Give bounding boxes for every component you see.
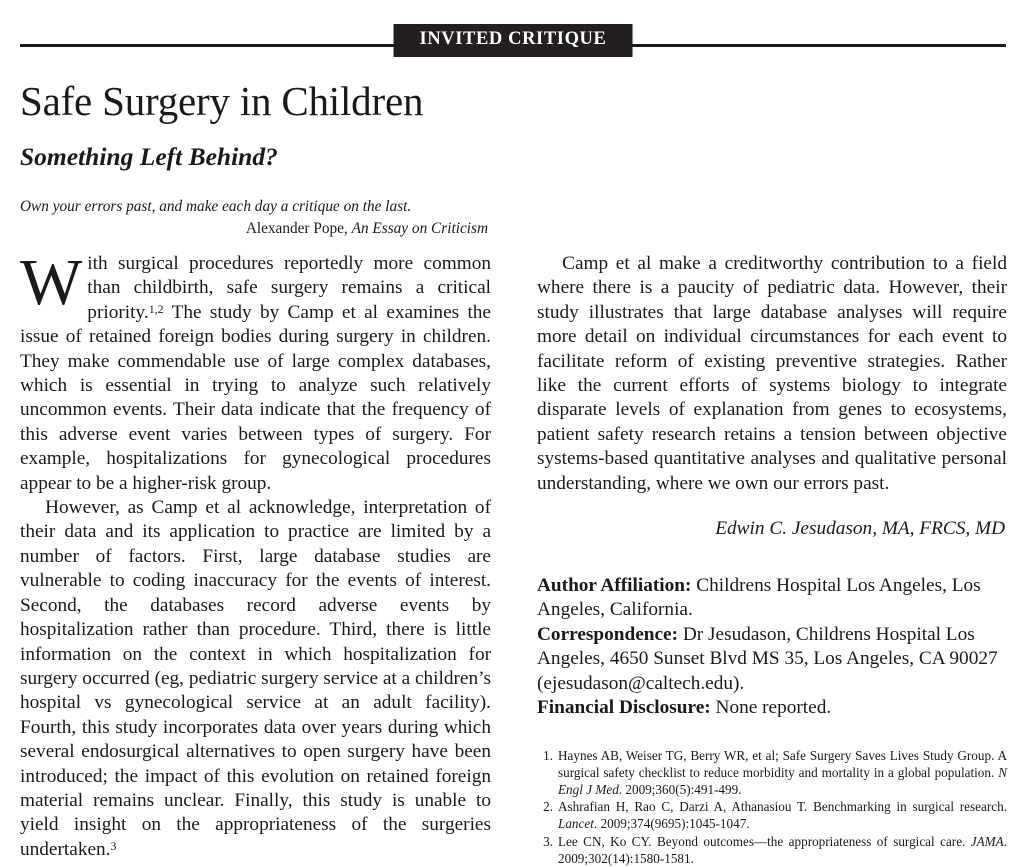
epigraph-attribution-author: Alexander Pope,	[245, 219, 352, 237]
reference-number: 1.	[543, 747, 553, 763]
author-affiliation-text: Childrens Hospital Los Angeles, Los Angeles, California.	[537, 575, 981, 621]
author-signature: Edwin C. Jesudason, MA, FRCS, MD	[715, 518, 1005, 540]
right-column	[537, 252, 1007, 867]
reference-text-b: . 2009;374(9695):1045-1047.	[593, 816, 750, 832]
reference-text-a: Haynes AB, Weiser TG, Berry WR, et al; Safe Surgery Saves Lives Study Group. A surgical safety checklist to reduce morbidity and mortality in a global population.	[558, 747, 1007, 780]
masthead	[20, 24, 1006, 66]
author-affiliation-label: Author Affiliation:	[537, 575, 692, 597]
left-column-paragraph-1-text-a: ith surgical procedures reportedly more common than childbirth, safe surgery remains a critical priority.	[87, 253, 491, 323]
reference-item	[537, 798, 1007, 832]
epigraph-attribution-work: An Essay on Criticism	[351, 219, 488, 237]
reference-journal: Lancet	[558, 816, 594, 832]
reference-text-b: . 2009;360(5):491-499.	[618, 781, 742, 797]
financial-disclosure-label: Financial Disclosure:	[537, 697, 711, 719]
page-title: Safe Surgery in Children	[20, 78, 424, 124]
reference-journal: N Engl J Med	[558, 764, 1007, 797]
left-column-paragraph-2-text: However, as Camp et al acknowledge, interpretation of their data and its application to practice are limited by a number of factors. First, large database studies are vulnerable to coding inaccuracy for the events of interest. Second, the databases record adverse events by hospitalization rather than procedure. Third, there is little information on the context in which hospitalization for surgery occurred (eg, pediatric surgery service at a children’s hospital vs gynecological service at an adult facility). Fourth, this study incorporates data over years during which several endosurgical alternatives to open surgery have been introduced; the impact of this evolution on retained foreign material remains unclear. Finally, this study is unable to yield insight on the appropriateness of the surgeries undertaken.	[20, 497, 491, 860]
right-column-paragraph-1: Camp et al make a creditworthy contribution to a field where there is a paucity of pediatric data. However, their study illustrates that large database analyses will require more detail on individual circumstances for each event to facilitate reform of existing preventive strategies. Rather like the current efforts of systems biology to integrate disparate levels of explanation from genes to ecosystems, patient safety research retains a tension between objective systems-based quantitative analyses and qualitative personal understanding, where we own our errors past.	[537, 253, 1007, 494]
citation-marker-1-2: 1,2	[148, 301, 164, 316]
reference-item	[537, 833, 1007, 867]
financial-disclosure-text: None reported.	[710, 697, 832, 719]
reference-journal: JAMA	[970, 833, 1004, 849]
affiliation-block	[537, 574, 1007, 720]
reference-number: 2.	[543, 799, 553, 815]
reference-item	[537, 747, 1007, 798]
drop-cap: W	[20, 246, 83, 319]
article-subtitle: Something Left Behind?	[20, 142, 278, 172]
reference-number: 3.	[543, 833, 553, 849]
reference-text-a: Ashrafian H, Rao C, Darzi A, Athanasiou T. Benchmarking in surgical research.	[558, 799, 1007, 815]
left-column-paragraph-2	[20, 496, 491, 862]
left-column-paragraph-1	[20, 246, 491, 496]
left-column	[20, 246, 491, 862]
epigraph-quote: Own your errors past, and make each day a critique on the last.	[20, 198, 412, 215]
financial-disclosure-line	[537, 696, 1007, 720]
reference-text-b: . 2009;302(14):1580-1581.	[558, 833, 1007, 866]
epigraph	[20, 196, 492, 239]
left-column-paragraph-1-text-b: The study by Camp et al examines the issue of retained foreign bodies during surgery in children. They make commendable use of large complex databases, which is essential in trying to analyze such relatively uncommon events. Their data indicate that the frequency of this adverse event varies between types of surgery. For example, hospitalizations for gynecological procedures appear to be a higher-risk group.	[20, 301, 491, 494]
invited-critique-banner: INVITED CRITIQUE	[394, 24, 633, 57]
correspondence-line	[537, 623, 1007, 696]
reference-text-a: Lee CN, Ko CY. Beyond outcomes—the appropriateness of surgical care.	[558, 833, 971, 849]
title-block	[20, 80, 620, 172]
correspondence-text: Dr Jesudason, Childrens Hospital Los Angeles, 4650 Sunset Blvd MS 35, Los Angeles, CA 90027 (ejesudason@caltech.edu).	[537, 623, 998, 694]
citation-marker-3: 3	[110, 838, 117, 853]
epigraph-attribution	[20, 218, 492, 240]
reference-list	[537, 747, 1007, 867]
correspondence-label: Correspondence:	[537, 623, 679, 645]
author-affiliation-line	[537, 574, 1007, 623]
